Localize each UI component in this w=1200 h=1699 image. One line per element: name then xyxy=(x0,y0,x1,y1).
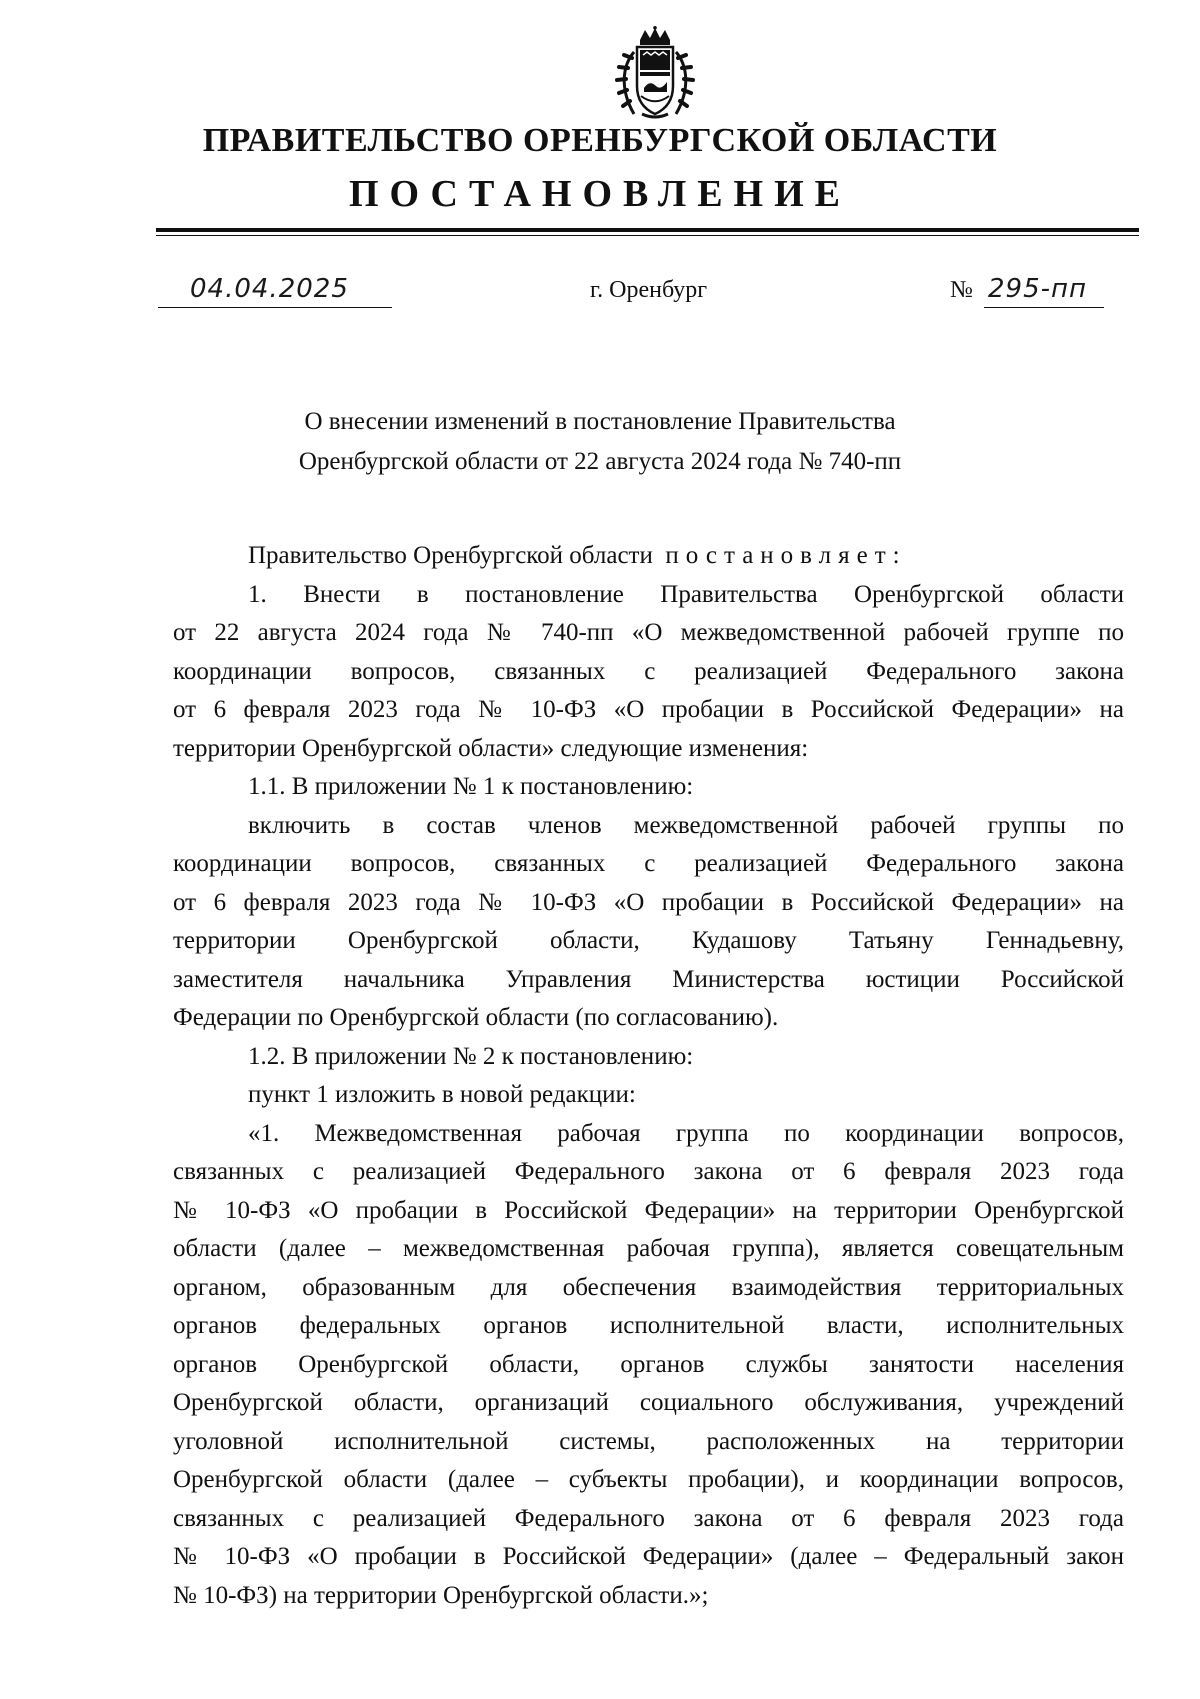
body-line: органов Оренбургской области, органов службы занятости населения xyxy=(173,1350,1124,1378)
body-line: от 6 февраля 2023 года № 10-ФЗ «О пробации в Российской Федерации» на xyxy=(173,888,1124,916)
preamble xyxy=(173,537,1124,576)
body-line: области (далее – межведомственная рабочая группа), является совещательным xyxy=(173,1235,1124,1262)
body-line: № 10-ФЗ) на территории Оренбургской области.»; xyxy=(173,1581,709,1609)
header-rule-thick xyxy=(156,228,1139,232)
body-line: связанных с реализацией Федерального закона от 6 февраля 2023 года xyxy=(173,1158,1124,1185)
body-line: Оренбургской области (далее – субъекты пробации), и координации вопросов, xyxy=(173,1466,1124,1493)
document-type: ПОСТАНОВЛЕНИЕ xyxy=(348,173,852,215)
body-line: территории Оренбургской области, Кудашову Татьяну Геннадьевну, xyxy=(173,927,1124,954)
body-line: заместителя начальника Управления Министерства юстиции Российской xyxy=(173,965,1124,993)
body-line: № 10-ФЗ «О пробации в Российской Федерации» на территории Оренбургской xyxy=(173,1196,1124,1224)
document-date: 04.04.2025 xyxy=(190,274,349,304)
preamble-text: Правительство Оренбургской области xyxy=(248,542,653,569)
number-underline xyxy=(984,270,1104,308)
document-subject xyxy=(0,402,1200,482)
body-line: координации вопросов, связанных с реализацией Федерального закона xyxy=(173,657,1124,685)
body-line: Федерации по Оренбургской области (по согласованию). xyxy=(173,1004,779,1031)
body-line: органом, образованным для обеспечения взаимодействия территориальных xyxy=(173,1273,1124,1301)
document-city: г. Оренбург xyxy=(590,277,708,303)
preamble-verb: постановляет: xyxy=(665,542,907,569)
body-line: территории Оренбургской области» следующие изменения: xyxy=(173,734,809,762)
body-line: № 10-ФЗ «О пробации в Российской Федерации» (далее – Федеральный закон xyxy=(173,1543,1124,1570)
subject-line: О внесении изменений в постановление Правительства xyxy=(304,408,896,435)
subject-line: Оренбургской области от 22 августа 2024 года № 740-пп xyxy=(298,448,902,475)
body-line: 1. Внести в постановление Правительства Оренбургской области xyxy=(248,580,1124,608)
orenburg-coat-of-arms-icon xyxy=(612,26,698,122)
body-line: 1.1. В приложении № 1 к постановлению: xyxy=(248,773,694,800)
document-number: 295-пп xyxy=(988,274,1088,304)
document-date-field xyxy=(158,270,392,308)
body-line: уголовной исполнительной системы, расположенных на территории xyxy=(173,1427,1124,1455)
body-line: пункт 1 изложить в новой редакции: xyxy=(248,1081,636,1108)
body-line: органов федеральных органов исполнительной власти, исполнительных xyxy=(173,1312,1124,1339)
body-line: Оренбургской области, организаций социального обслуживания, учреждений xyxy=(173,1389,1124,1416)
number-sign: № xyxy=(950,277,973,303)
body-line: от 22 августа 2024 года № 740-пп «О межведомственной рабочей группе по xyxy=(173,619,1124,646)
body-line: включить в состав членов межведомственной рабочей группы по xyxy=(248,811,1124,839)
body-line: связанных с реализацией Федерального закона от 6 февраля 2023 года xyxy=(173,1504,1124,1532)
body-line: от 6 февраля 2023 года № 10-ФЗ «О пробации в Российской Федерации» на xyxy=(173,696,1124,723)
header-rule-thin xyxy=(156,235,1139,236)
organization-title: ПРАВИТЕЛЬСТВО ОРЕНБУРГСКОЙ ОБЛАСТИ xyxy=(202,122,998,159)
body-line: координации вопросов, связанных с реализацией Федерального закона xyxy=(173,850,1124,877)
document-body xyxy=(173,537,1124,1615)
body-line: «1. Межведомственная рабочая группа по координации вопросов, xyxy=(248,1119,1124,1147)
body-line: 1.2. В приложении № 2 к постановлению: xyxy=(248,1042,694,1070)
